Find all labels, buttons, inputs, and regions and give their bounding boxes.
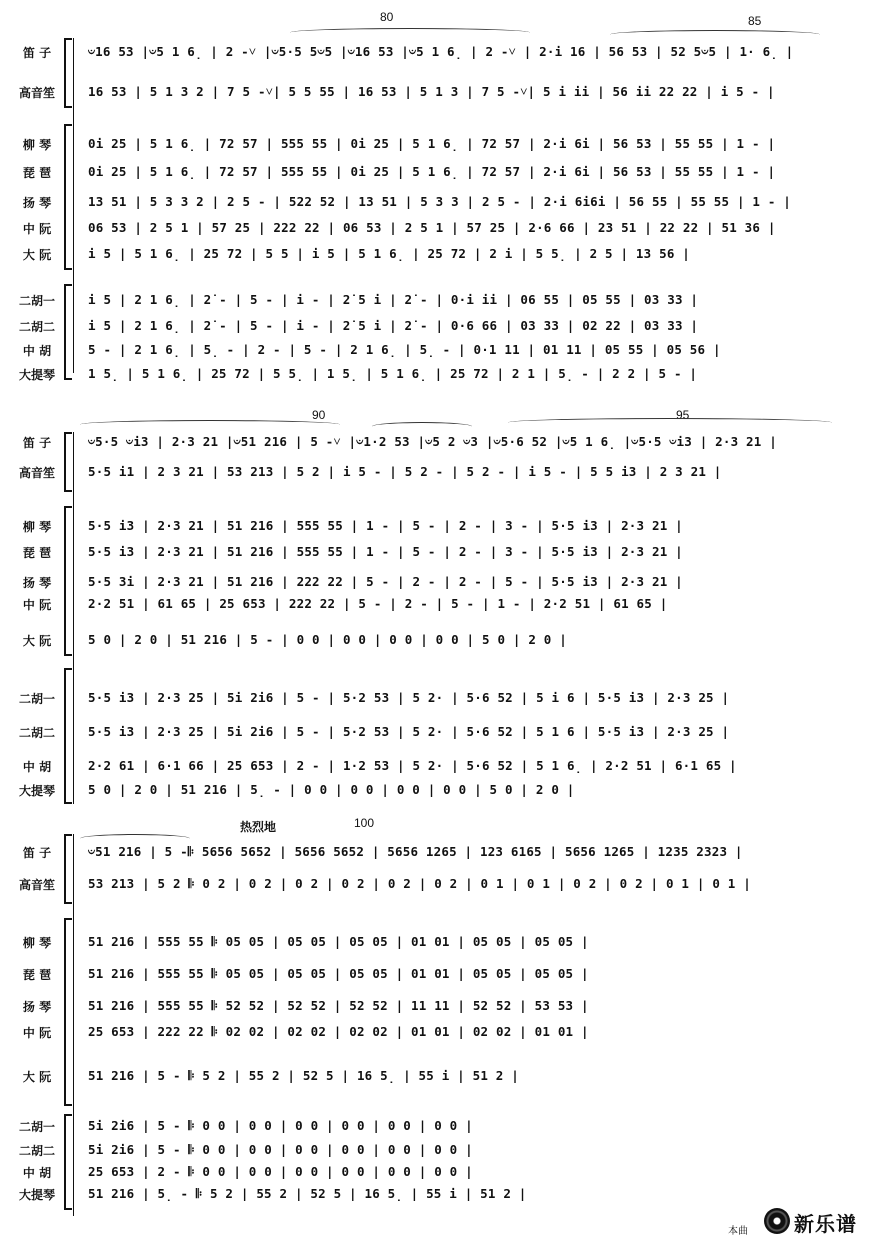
instrument-label: 大 阮 — [22, 1070, 52, 1084]
notation-row: 2·2 61 | 6·1 66 | 25 653 | 2 - | 1·2 53 | 5 2· | 5·6 52 | 5 1 6̣ | 2·2 51 | 6·1 65 | — [88, 758, 737, 773]
instrument-label: 二胡二 — [18, 320, 55, 334]
notation-row: 51 216 | 555 55 𝄆 52 52 | 52 52 | 52 52 | 11 11 | 52 52 | 53 53 | — [88, 998, 589, 1013]
instrument-label: 二胡二 — [18, 1144, 55, 1158]
instrument-label: 琵 琶 — [22, 546, 52, 560]
system-line — [73, 38, 74, 373]
notation-row: 5 - | 2 1 6̣ | 5̣ - | 2 - | 5 - | 2 1 6̣ | 5̣ - | 0·1 11 | 01 11 | 05 55 | 05 56 | — [88, 342, 721, 357]
notation-row: 5·5 i1 | 2 3 21 | 53 213 | 5 2 | i 5 - | 5 2 - | 5 2 - | i 5 - | 5 5 i3 | 2 3 21 | — [88, 464, 722, 479]
notation-row: 2·2 51 | 61 65 | 25 653 | 222 22 | 5 - | 2 - | 5 - | 1 - | 2·2 51 | 61 65 | — [88, 596, 668, 611]
measure-number: 90 — [312, 408, 326, 422]
instrument-label: 扬 琴 — [22, 1000, 52, 1014]
notation-row: 53 213 | 5 2 𝄆 0 2 | 0 2 | 0 2 | 0 2 | 0 2 | 0 2 | 0 1 | 0 1 | 0 2 | 0 2 | 0 1 | 0 1 | — [88, 876, 751, 891]
notation-row: 5i 2i6 | 5 - 𝄆 0 0 | 0 0 | 0 0 | 0 0 | 0 0 | 0 0 | — [88, 1142, 473, 1157]
notation-row: 51 216 | 555 55 𝄆 05 05 | 05 05 | 05 05 | 01 01 | 05 05 | 05 05 | — [88, 934, 589, 949]
instrument-label: 中 胡 — [22, 1166, 52, 1180]
notation-row: 51 216 | 5 - 𝄆 5 2 | 55 2 | 52 5 | 16 5̣ | 55 i | 51 2 | — [88, 1068, 519, 1083]
instrument-label: 大 阮 — [22, 634, 52, 648]
notation-row: 5 0 | 2 0 | 51 216 | 5 - | 0 0 | 0 0 | 0 0 | 0 0 | 5 0 | 2 0 | — [88, 632, 567, 647]
site-logo[interactable] — [764, 1206, 884, 1238]
instrument-label: 高音笙 — [18, 86, 55, 100]
notation-row: 5·5 i3 | 2·3 25 | 5i 2i6 | 5 - | 5·2 53 | 5 2· | 5·6 52 | 5 1 6 | 5·5 i3 | 2·3 25 | — [88, 724, 730, 739]
group-bracket — [64, 918, 70, 1106]
instrument-label: 中 胡 — [22, 344, 52, 358]
group-bracket — [64, 506, 70, 656]
notation-row: 1 5̣ | 5 1 6̣ | 25 72 | 5 5̣ | 1 5̣ | 5 1 6̣ | 25 72 | 2 1 | 5̣ - | 2 2 | 5 - | — [88, 366, 698, 381]
notation-row: 51 216 | 555 55 𝄆 05 05 | 05 05 | 05 05 | 01 01 | 05 05 | 05 05 | — [88, 966, 589, 981]
instrument-label: 柳 琴 — [22, 138, 52, 152]
notation-row: 𝄑16 53 |𝄑5 1 6̣ | 2 -˅ |𝄑5·5 5𝄑5 |𝄑16 53 |𝄑5 1 6̣ | 2 -˅ | 2·i 16 | 56 53 | 52 5𝄑5 | 1· 6̣ | — [88, 44, 794, 59]
notation-row: 0i 25 | 5 1 6̣ | 72 57 | 555 55 | 0i 25 | 5 1 6̣ | 72 57 | 2·i 6i | 56 53 | 55 55 | 1 - | — [88, 164, 776, 179]
instrument-label: 二胡一 — [18, 1120, 55, 1134]
instrument-label: 笛 子 — [22, 436, 52, 450]
instrument-label: 扬 琴 — [22, 576, 52, 590]
system-line — [73, 834, 74, 1216]
instrument-label: 大提琴 — [18, 784, 55, 798]
instrument-label: 大提琴 — [18, 1188, 55, 1202]
record-disc-icon — [764, 1208, 790, 1234]
instrument-label: 中 阮 — [22, 1026, 52, 1040]
phrase-slur — [508, 418, 832, 427]
notation-row: 5·5 3i | 2·3 21 | 51 216 | 222 22 | 5 - | 2 - | 2 - | 5 - | 5·5 i3 | 2·3 21 | — [88, 574, 683, 589]
notation-row: i 5 | 2 1 6̣ | 2̇ - | 5 - | i - | 2̇ 5 i | 2̇ - | 0·6 66 | 03 33 | 02 22 | 03 33 | — [88, 318, 699, 333]
expression-mark: 热烈地 — [240, 820, 277, 834]
instrument-label: 中 胡 — [22, 760, 52, 774]
phrase-slur — [290, 28, 530, 37]
notation-row: 25 653 | 222 22 𝄆 02 02 | 02 02 | 02 02 | 01 01 | 02 02 | 01 01 | — [88, 1024, 589, 1039]
notation-row: i 5 | 2 1 6̣ | 2̇ - | 5 - | i - | 2̇ 5 i | 2̇ - | 0·i ii | 06 55 | 05 55 | 03 33 | — [88, 292, 699, 307]
instrument-label: 柳 琴 — [22, 936, 52, 950]
measure-number: 85 — [748, 14, 762, 28]
notation-row: i 5 | 5 1 6̣ | 25 72 | 5 5 | i 5 | 5 1 6̣ | 25 72 | 2 i | 5 5̣ | 2 5 | 13 56 | — [88, 246, 690, 261]
phrase-slur — [80, 420, 340, 429]
notation-row: 5·5 i3 | 2·3 25 | 5i 2i6 | 5 - | 5·2 53 | 5 2· | 5·6 52 | 5 i 6 | 5·5 i3 | 2·3 25 | — [88, 690, 730, 705]
notation-row: 51 216 | 5̣ - 𝄆 5 2 | 55 2 | 52 5 | 16 5̣ | 55 i | 51 2 | — [88, 1186, 527, 1201]
group-bracket — [64, 284, 70, 380]
instrument-label: 笛 子 — [22, 46, 52, 60]
notation-row: 5 0 | 2 0 | 51 216 | 5̣ - | 0 0 | 0 0 | 0 0 | 0 0 | 5 0 | 2 0 | — [88, 782, 575, 797]
instrument-label: 二胡一 — [18, 294, 55, 308]
instrument-label: 高音笙 — [18, 466, 55, 480]
phrase-slur — [80, 834, 190, 843]
system-line — [73, 432, 74, 804]
notation-row: 5·5 i3 | 2·3 21 | 51 216 | 555 55 | 1 - | 5 - | 2 - | 3 - | 5·5 i3 | 2·3 21 | — [88, 518, 683, 533]
notation-row: 0i 25 | 5 1 6̣ | 72 57 | 555 55 | 0i 25 | 5 1 6̣ | 72 57 | 2·i 6i | 56 53 | 55 55 | 1 - | — [88, 136, 776, 151]
instrument-label: 琵 琶 — [22, 968, 52, 982]
instrument-label: 二胡一 — [18, 692, 55, 706]
instrument-label: 柳 琴 — [22, 520, 52, 534]
instrument-label: 高音笙 — [18, 878, 55, 892]
notation-row: 𝄑5·5 𝄑i3 | 2·3 21 |𝄑51 216 | 5 -˅ |𝄑1·2 53 |𝄑5 2 𝄑3 |𝄑5·6 52 |𝄑5 1 6̣ |𝄑5·5 𝄑i3 | 2·3 21 | — [88, 434, 777, 449]
logo-text: 新乐谱 — [794, 1212, 857, 1236]
group-bracket — [64, 124, 70, 270]
measure-number: 100 — [354, 816, 375, 830]
group-bracket — [64, 1114, 70, 1210]
instrument-label: 中 阮 — [22, 598, 52, 612]
phrase-slur — [610, 30, 820, 39]
instrument-label: 琵 琶 — [22, 166, 52, 180]
notation-row: 5i 2i6 | 5 - 𝄆 0 0 | 0 0 | 0 0 | 0 0 | 0 0 | 0 0 | — [88, 1118, 473, 1133]
footer-note: 本曲 — [728, 1226, 748, 1237]
measure-number: 95 — [676, 408, 690, 422]
notation-row: 𝄑51 216 | 5 -𝄆 5656 5652 | 5656 5652 | 5656 1265 | 123 6165 | 5656 1265 | 1235 2323 | — [88, 844, 743, 859]
group-bracket — [64, 834, 70, 904]
instrument-label: 大提琴 — [18, 368, 55, 382]
instrument-label: 大 阮 — [22, 248, 52, 262]
notation-row: 13 51 | 5 3 3 2 | 2 5 - | 522 52 | 13 51 | 5 3 3 | 2 5 - | 2·i 6i6i | 56 55 | 55 55 | 1 - | — [88, 194, 792, 209]
group-bracket — [64, 432, 70, 492]
measure-number: 80 — [380, 10, 394, 24]
phrase-slur — [372, 422, 472, 431]
group-bracket — [64, 38, 70, 108]
group-bracket — [64, 668, 70, 804]
notation-row: 25 653 | 2 - 𝄆 0 0 | 0 0 | 0 0 | 0 0 | 0 0 | 0 0 | — [88, 1164, 473, 1179]
instrument-label: 扬 琴 — [22, 196, 52, 210]
instrument-label: 中 阮 — [22, 222, 52, 236]
instrument-label: 二胡二 — [18, 726, 55, 740]
notation-row: 16 53 | 5 1 3 2 | 7 5 -˅| 5 5 55 | 16 53 | 5 1 3 | 7 5 -˅| 5 i ii | 56 ii 22 22 | i 5 - | — [88, 84, 775, 99]
notation-row: 5·5 i3 | 2·3 21 | 51 216 | 555 55 | 1 - | 5 - | 2 - | 3 - | 5·5 i3 | 2·3 21 | — [88, 544, 683, 559]
instrument-label: 笛 子 — [22, 846, 52, 860]
notation-row: 06 53 | 2 5 1 | 57 25 | 222 22 | 06 53 | 2 5 1 | 57 25 | 2·6 66 | 23 51 | 22 22 | 51 36 | — [88, 220, 776, 235]
